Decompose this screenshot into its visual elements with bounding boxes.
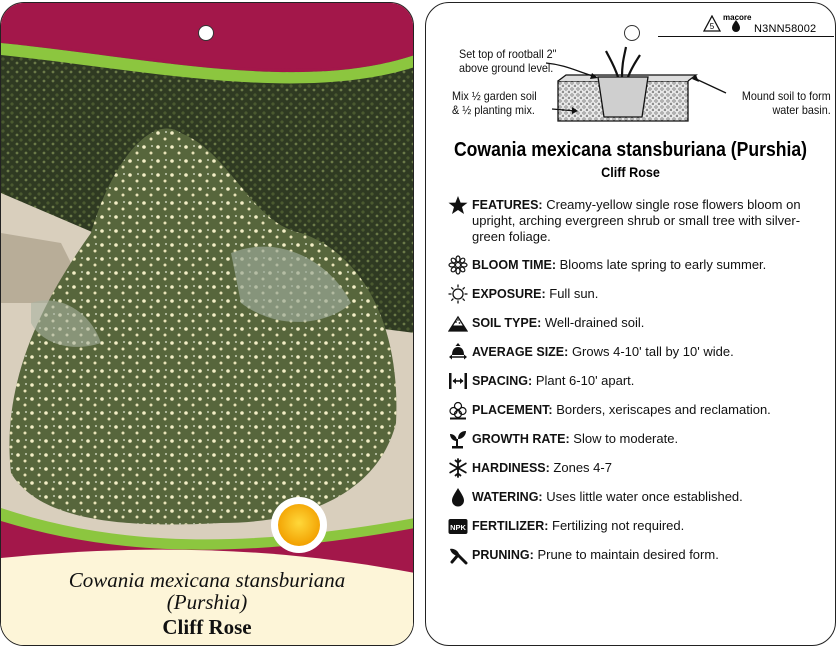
planting-note-right-line1: Mound soil to form — [742, 89, 831, 103]
info-label: FERTILIZER: — [472, 519, 549, 533]
info-text: Full sun. — [549, 286, 599, 301]
placement-icon — [448, 400, 468, 420]
info-label: AVERAGE SIZE: — [472, 345, 569, 359]
info-text: Prune to maintain desired form. — [537, 547, 719, 562]
code-rule — [658, 36, 834, 37]
info-text: Well-drained soil. — [544, 315, 645, 330]
info-label: FEATURES: — [472, 198, 543, 212]
info-label: HARDINESS: — [472, 461, 550, 475]
sun-icon — [448, 284, 468, 304]
macore-label: macore — [723, 13, 752, 22]
front-botanical-line1: Cowania mexicana stansburiana — [68, 568, 346, 592]
planting-note-top-line1: Set top of rootball 2" — [459, 47, 557, 61]
front-tag — [0, 2, 414, 646]
snowflake-icon — [448, 458, 468, 478]
planting-note-top — [459, 47, 556, 75]
info-text: Uses little water once established. — [546, 489, 743, 504]
pruners-icon — [448, 545, 468, 565]
npk-icon-text: NPK — [450, 523, 466, 532]
plant-photo — [1, 43, 414, 543]
info-label: SPACING: — [472, 374, 533, 388]
planting-note-left-line2: & ½ planting mix. — [452, 103, 535, 117]
info-label: PLACEMENT: — [472, 403, 553, 417]
info-label: SOIL TYPE: — [472, 316, 542, 330]
npk-icon — [448, 516, 468, 536]
info-text: Zones 4-7 — [553, 460, 612, 475]
front-common-name: Cliff Rose — [162, 615, 252, 639]
info-text: Blooms late spring to early summer. — [559, 257, 767, 272]
info-text: Grows 4-10' tall by 10' wide. — [571, 344, 734, 359]
product-code: N3NN58002 — [754, 23, 817, 35]
planting-note-top-line2: above ground level. — [459, 61, 554, 75]
info-text: Slow to moderate. — [573, 431, 679, 446]
front-botanical-line2: (Purshia) — [166, 590, 248, 614]
planting-note-right — [742, 89, 831, 117]
plant-common-name: Cliff Rose — [601, 164, 660, 180]
info-label: EXPOSURE: — [472, 287, 546, 301]
size-icon — [448, 342, 468, 362]
info-text: Creamy-yellow single rose flowers bloom on upright, arching evergreen shrub or small tree with silver-green foliage. — [472, 197, 801, 244]
plant-title: Cowania mexicana stansburiana (Purshia) — [453, 139, 808, 161]
hang-hole — [198, 25, 214, 41]
info-text: Plant 6-10' apart. — [535, 373, 635, 388]
info-text: Fertilizing not required. — [552, 518, 685, 533]
info-label: PRUNING: — [472, 548, 534, 562]
spacing-icon — [448, 371, 468, 391]
flower-icon — [448, 255, 468, 275]
info-label: BLOOM TIME: — [472, 258, 557, 272]
planting-note-left — [452, 89, 537, 117]
planting-diagram — [426, 39, 836, 129]
star-icon — [448, 195, 468, 215]
front-artwork — [1, 3, 414, 646]
front-plant-name — [1, 569, 413, 640]
back-tag — [425, 2, 836, 646]
info-label: WATERING: — [472, 490, 543, 504]
macore-logo — [723, 13, 752, 33]
info-label: GROWTH RATE: — [472, 432, 570, 446]
planting-note-right-line2: water basin. — [772, 103, 831, 117]
full-sun-icon — [278, 504, 320, 546]
planting-note-left-line1: Mix ½ garden soil — [452, 89, 537, 103]
info-text: Borders, xeriscapes and reclamation. — [556, 402, 771, 417]
recycle-number: 5 — [709, 22, 715, 31]
soil-icon — [448, 313, 468, 333]
water-drop-icon — [448, 487, 468, 507]
growth-icon — [448, 429, 468, 449]
recycle-icon — [703, 15, 721, 33]
